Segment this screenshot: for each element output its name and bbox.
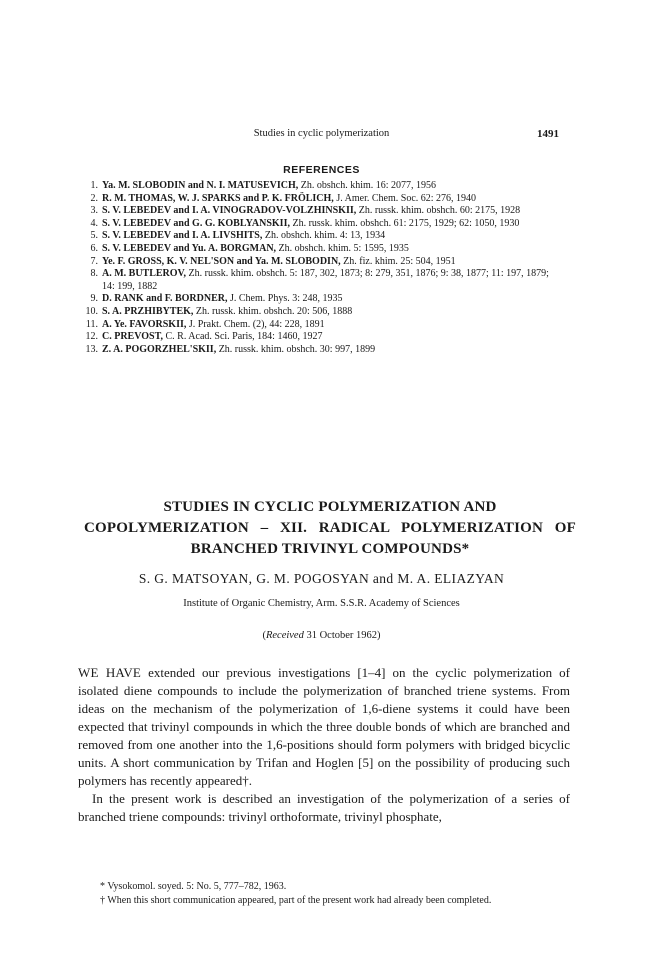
reference-item [84,293,564,306]
reference-number: 3. [90,205,98,217]
reference-citation: Zh. russk. khim. obshch. 61: 2175, 1929; 62: 1050, 1930 [289,217,520,229]
received-date-value: 31 October 1962 [303,630,378,641]
reference-number: 11. [85,318,98,330]
reference-authors: S. V. LEBEDEV and I. A. VINOGRADOV-VOLZHINSKII, [102,205,357,217]
reference-number: 7. [90,255,98,267]
reference-number: 12. [85,331,98,343]
article-title [84,497,576,560]
reference-number: 1. [90,180,98,191]
reference-authors: S. V. LEBEDEV and Yu. A. BORGMAN, [102,242,277,254]
reference-authors: S. A. PRZHIBYTEK, [102,305,194,317]
reference-citation: Zh. russk. khim. obshch. 5: 187, 302, 1873; 8: 279, 351, 1876; 9: 38, 1877; 11: 197, 1879; 14: 199, 1882 [102,268,549,292]
reference-number: 8. [90,268,98,280]
body-paragraph-2: In the present work is described an investigation of the polymerization of a series of branched triene compounds: trivinyl orthoformate, trivinyl phosphate, [78,791,570,824]
reference-citation: Zh. russk. khim. obshch. 20: 506, 1888 [193,305,353,317]
reference-item [84,193,564,206]
article-authors: S. G. MATSOYAN, G. M. POGOSYAN and M. A. ELIAZYAN [138,571,505,586]
reference-authors: R. M. THOMAS, W. J. SPARKS and P. K. FRÖLICH, [102,192,334,204]
reference-number: 4. [90,217,98,229]
reference-item [84,205,564,218]
reference-item [84,344,564,357]
footnote-dagger: † When this short communication appeared, part of the present work had already been completed. [100,894,492,906]
paragraph-1-text: extended our previous investigations [1–4] on the cyclic polymerization of isolated diene compounds to include the polymerization of branched triene systems. From ideas on the mechanism of the polymerization of 1,6-diene systems it could have been expected that trivinyl compounds in which the three double bonds of which are branched and removed from one another into the 1,6-positions should form polymers with bridged bicyclic units. A short communication by Trifan and Hoglen [5] on the possibility of producing such polymers has recently appeared†. [78,665,571,788]
reference-item [84,306,564,319]
reference-citation: C. R. Acad. Sci. Paris, 184: 1460, 1927 [163,331,323,343]
reference-citation: J. Prakt. Chem. (2), 44: 228, 1891 [186,318,325,330]
reference-number: 13. [85,343,98,355]
reference-number: 2. [90,192,98,204]
reference-citation: Zh. fiz. khim. 25: 504, 1951 [340,255,456,267]
reference-number: 6. [90,242,98,254]
reference-authors: S. V. LEBEDEV and G. G. KOBLYANSKII, [102,217,290,229]
reference-authors: S. V. LEBEDEV and I. A. LIVSHITS, [102,230,263,242]
reference-authors: D. RANK and F. BORDNER, [102,293,228,305]
lead-in: WE HAVE [78,665,142,680]
footnote-source: * Vysokomol. soyed. 5: No. 5, 777–782, 1963. [100,881,287,892]
reference-authors: Z. A. POGORZHEL'SKII, [102,343,217,355]
reference-item [84,230,564,243]
article-body [78,664,570,826]
reference-number: 10. [85,305,98,317]
article-title-line-1: STUDIES IN CYCLIC POLYMERIZATION AND [163,499,497,515]
received-date: (Received 31 October 1962) [262,630,381,641]
reference-citation: Zh. obshch. khim. 5: 1595, 1935 [276,242,409,254]
reference-authors: A. M. BUTLEROV, [102,268,186,280]
reference-item [84,180,564,193]
reference-number: 5. [90,230,98,242]
reference-item [84,243,564,256]
body-paragraph-1 [78,664,570,790]
reference-citation: J. Chem. Phys. 3: 248, 1935 [227,293,343,305]
reference-citation: Zh. obshch. khim. 16: 2077, 1956 [298,180,437,191]
reference-authors: A. Ye. FAVORSKII, [102,318,187,330]
reference-citation: J. Amer. Chem. Soc. 62: 276, 1940 [333,192,477,204]
references-list [84,180,564,356]
author-affiliation: Institute of Organic Chemistry, Arm. S.S.R. Academy of Sciences [183,598,460,609]
article-title-line-3: BRANCHED TRIVINYL COMPOUNDS* [190,541,470,557]
reference-item [84,331,564,344]
page-number: 1491 [537,128,559,140]
reference-citation: Zh. obshch. khim. 4: 13, 1934 [262,230,386,242]
reference-item [84,256,564,269]
references-heading: REFERENCES [283,164,360,176]
reference-item [84,319,564,332]
reference-authors: Ye. F. GROSS, K. V. NEL'SON and Ya. M. SLOBODIN, [102,255,341,267]
article-title-line-2: COPOLYMERIZATION – XII. RADICAL POLYMERIZATION OF [84,520,576,536]
reference-citation: Zh. russk. khim. obshch. 60: 2175, 1928 [356,205,521,217]
reference-item [84,218,564,231]
reference-authors: Ya. M. SLOBODIN and N. I. MATUSEVICH, [102,180,299,191]
running-head [84,128,559,144]
reference-number: 9. [90,293,98,305]
footnotes [84,880,564,907]
reference-authors: C. PREVOST, [102,331,164,343]
reference-item [84,268,564,293]
received-label: Received [265,630,304,641]
running-title: Studies in cyclic polymerization [253,128,390,139]
reference-citation: Zh. russk. khim. obshch. 30: 997, 1899 [216,343,376,355]
